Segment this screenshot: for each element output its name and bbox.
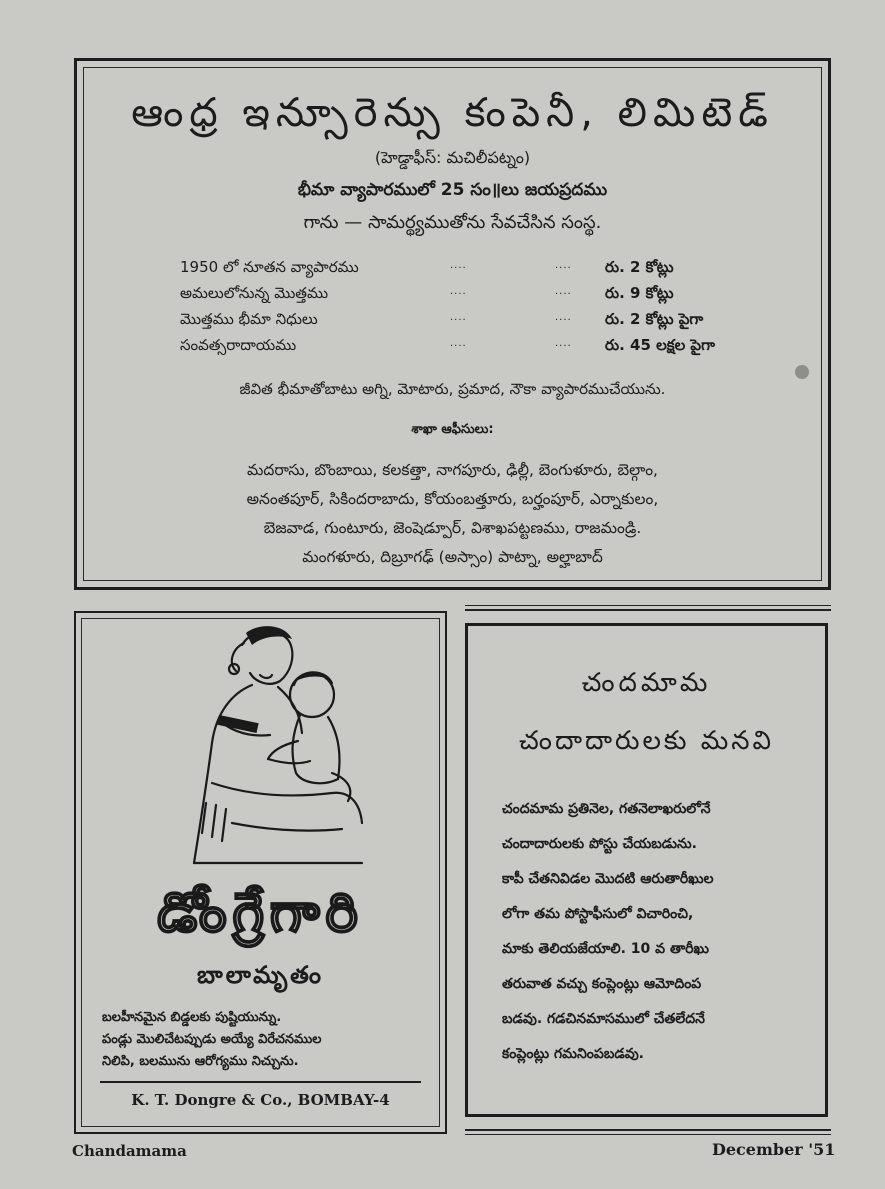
notice-line: తరువాత వచ్చు కంప్లెంట్లు ఆమోదింప	[502, 976, 702, 992]
divider-rule	[465, 605, 831, 606]
figure-row	[180, 310, 780, 336]
figure-amount: రు. 2 కోట్లు పైగా	[605, 310, 704, 328]
notice-line: బడవు. గడచినమాసములో చేతలేదనే	[502, 1011, 705, 1027]
manufacturer-line: K. T. Dongre & Co., BOMBAY-4	[131, 1091, 390, 1109]
maker-rule	[100, 1081, 421, 1083]
notice-line: చందమామ ప్రతినెల, గతనెలాఖరులోనే	[502, 801, 711, 817]
notice-line: కాపీ చేతనివిడల మొదటి ఆరుతారీఖుల	[502, 871, 714, 887]
insurance-ad-inner-frame	[83, 67, 822, 581]
figure-label: మొత్తము భీమా నిధులు	[180, 310, 318, 328]
services-line: జీవిత భీమాతోబాటు అగ్ని, మోటారు, ప్రమాద, నౌకా వ్యాపారముచేయును.	[239, 380, 666, 398]
branch-line: మదరాసు, బొంబాయి, కలకత్తా, నాగపూరు, ఢిల్లీ, బెంగుళూరు, బెల్గాం,	[247, 461, 658, 479]
company-name: ఆంధ్ర ఇన్సూరెన్సు కంపెనీ, లిమిటెడ్	[131, 90, 774, 136]
figure-amount: రు. 9 కోట్లు	[605, 284, 674, 302]
product-name: బాలామృతం	[196, 961, 324, 989]
figure-row	[180, 336, 780, 362]
dongre-ad-inner-frame	[81, 618, 440, 1127]
notice-body	[502, 792, 807, 1072]
branch-line: మంగళూరు, దిబ్రూగఢ్ (అస్సాం) పాట్నా, అల్హాబాద్	[302, 548, 603, 566]
figure-row	[180, 258, 780, 284]
mother-child-illustration	[172, 623, 372, 873]
notice-title: చందమామ	[581, 668, 712, 698]
print-speck	[795, 365, 809, 379]
leader-dots: ....	[450, 286, 467, 297]
figure-label: సంవత్సరాదాయము	[180, 336, 297, 354]
notice-line: చందాదారులకు పోస్టు చేయబడును.	[502, 836, 697, 852]
divider-rule	[465, 1134, 831, 1135]
ad-copy-line: బలహీనమైన బిడ్డలకు పుష్టియున్ను.	[102, 1010, 282, 1025]
footer-magazine-name: Chandamama	[72, 1142, 187, 1160]
notice-line: లోగా తమ పోస్టాఫీసులో విచారించి,	[502, 906, 694, 922]
tagline-line-2: గాను — సామర్థ్యముతోను సేవచేసిన సంస్థ.	[303, 212, 602, 233]
footer-issue-date: December '51	[712, 1140, 836, 1159]
dongre-ad-copy	[102, 1007, 425, 1073]
notice-line: కంప్లెంట్లు గమనింపబడవు.	[502, 1046, 644, 1062]
head-office: (హెడ్డాఫీస్: మచిలీపట్నం)	[374, 148, 531, 167]
leader-dots: ....	[555, 286, 572, 297]
leader-dots: ....	[450, 312, 467, 323]
subscriber-notice	[465, 623, 828, 1117]
figure-label: అమలులోనున్న మొత్తము	[180, 284, 329, 302]
leader-dots: ....	[555, 260, 572, 271]
leader-dots: ....	[555, 338, 572, 349]
figure-amount: రు. 45 లక్షల పైగా	[605, 336, 715, 354]
ad-copy-line: నిలిపి, బలమును ఆరోగ్యము నిచ్చును.	[102, 1054, 299, 1069]
figures-table	[180, 258, 780, 362]
tagline-line-1: భీమా వ్యాపారములో 25 సం॥లు జయప్రదము	[297, 180, 608, 200]
insurance-advertisement	[74, 58, 831, 590]
dongre-advertisement	[74, 611, 447, 1134]
notice-line: మాకు తెలియజేయాలి. 10 వ తారీఖు	[502, 941, 709, 957]
leader-dots: ....	[450, 338, 467, 349]
branch-line: బెజవాడ, గుంటూరు, జెంషెడ్పూర్, విశాఖపట్టణము, రాజమండ్రి.	[263, 519, 642, 537]
divider-rule	[465, 609, 831, 611]
branches-heading: శాఖా ఆఫీసులు:	[411, 422, 494, 437]
ad-copy-line: పండ్లు మొలిచేటప్పుడు అయ్యే విరేచనముల	[102, 1032, 322, 1047]
divider-rule	[465, 1129, 831, 1131]
brand-name: డోంగ్రేగారి	[157, 881, 364, 944]
leader-dots: ....	[450, 260, 467, 271]
branches-list	[84, 456, 821, 572]
figure-amount: రు. 2 కోట్లు	[605, 258, 674, 276]
figure-label: 1950 లో నూతన వ్యాపారము	[180, 258, 359, 276]
notice-subtitle: చందాదారులకు మనవి	[519, 726, 774, 756]
leader-dots: ....	[555, 312, 572, 323]
figure-row	[180, 284, 780, 310]
branch-line: అనంతపూర్, సికిందరాబాదు, కోయంబత్తూరు, బర్హంపూర్, ఎర్నాకులం,	[246, 490, 659, 508]
